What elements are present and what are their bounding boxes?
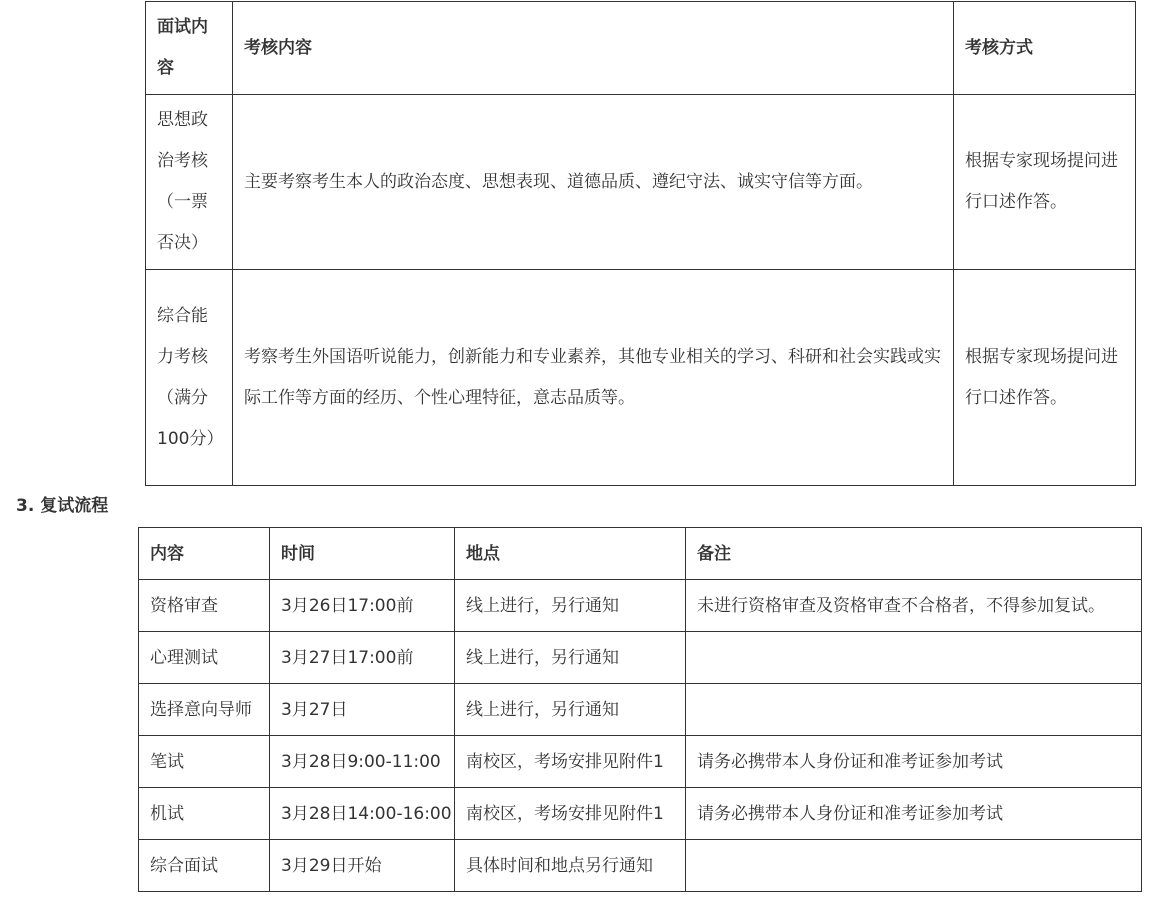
table-row: [146, 95, 1136, 270]
cell: 机试: [139, 788, 270, 840]
cell: 南校区，考场安排见附件1: [455, 788, 686, 840]
section-heading: 3. 复试流程: [16, 496, 109, 516]
table-row: [139, 632, 1142, 684]
table-row: [146, 270, 1136, 486]
cell: 未进行资格审查及资格审查不合格者，不得参加复试。: [686, 580, 1142, 632]
cell: 资格审查: [139, 580, 270, 632]
cell: 请务必携带本人身份证和准考证参加考试: [686, 736, 1142, 788]
header-cell: 地点: [455, 528, 686, 580]
cell: 笔试: [139, 736, 270, 788]
cell: 3月28日14:00-16:00: [270, 788, 455, 840]
table-header-row: [146, 2, 1136, 95]
cell: 线上进行，另行通知: [455, 580, 686, 632]
cell: [686, 684, 1142, 736]
interview-table: [145, 1, 1136, 486]
cell: 具体时间和地点另行通知: [455, 840, 686, 892]
cell: 3月26日17:00前: [270, 580, 455, 632]
cell: 3月28日9:00-11:00: [270, 736, 455, 788]
cell: 线上进行，另行通知: [455, 684, 686, 736]
cell: 请务必携带本人身份证和准考证参加考试: [686, 788, 1142, 840]
content-cell: 主要考察考生本人的政治态度、思想表现、道德品质、遵纪守法、诚实守信等方面。: [233, 95, 954, 270]
cell: 3月27日17:00前: [270, 632, 455, 684]
cell: [686, 632, 1142, 684]
cell: 线上进行，另行通知: [455, 632, 686, 684]
table-header-row: [139, 528, 1142, 580]
header-cell: 备注: [686, 528, 1142, 580]
cell: [686, 840, 1142, 892]
method-cell: 根据专家现场提问进行口述作答。: [954, 95, 1136, 270]
cell: 综合面试: [139, 840, 270, 892]
header-cell: 内容: [139, 528, 270, 580]
process-table: [138, 527, 1142, 892]
method-cell: 根据专家现场提问进行口述作答。: [954, 270, 1136, 486]
header-cell: 面试内容: [146, 2, 233, 95]
header-cell: 考核内容: [233, 2, 954, 95]
table-row: [139, 788, 1142, 840]
content-cell: 考察考生外国语听说能力，创新能力和专业素养，其他专业相关的学习、科研和社会实践或实际工作等方面的经历、个性心理特征，意志品质等。: [233, 270, 954, 486]
cell: 心理测试: [139, 632, 270, 684]
table-row: [139, 736, 1142, 788]
table-row: [139, 684, 1142, 736]
item-cell: 思想政治考核（一票否决）: [146, 95, 233, 270]
cell: 选择意向导师: [139, 684, 270, 736]
item-cell: 综合能力考核（满分100分）: [146, 270, 233, 486]
table-row: [139, 840, 1142, 892]
cell: 3月27日: [270, 684, 455, 736]
cell: 南校区，考场安排见附件1: [455, 736, 686, 788]
header-cell: 时间: [270, 528, 455, 580]
table-row: [139, 580, 1142, 632]
cell: 3月29日开始: [270, 840, 455, 892]
header-cell: 考核方式: [954, 2, 1136, 95]
